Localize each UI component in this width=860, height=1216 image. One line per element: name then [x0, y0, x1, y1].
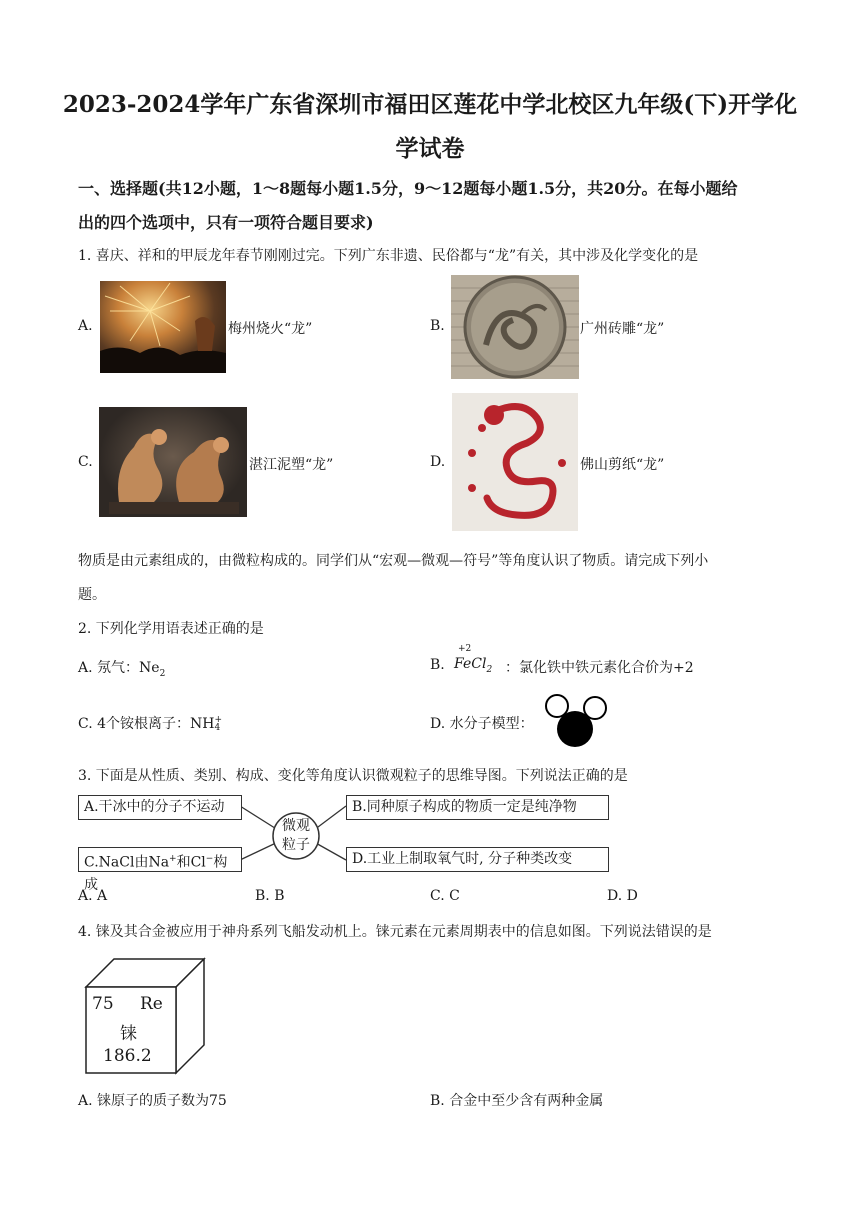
box-c-charge-2: −: [205, 854, 214, 864]
q1-stem: 1. 喜庆、祥和的甲辰龙年春节刚刚过完。下列广东非遗、民俗都与“龙”有关，其中涉及化学变化的是: [78, 248, 699, 264]
q2-option-a-text: 氖气：Ne: [97, 660, 160, 676]
q3-answer-a: A. A: [78, 888, 108, 904]
mind-map-center: [280, 817, 312, 855]
element-number: 75: [92, 994, 114, 1014]
fire-dragon-photo: [100, 281, 226, 373]
box-c-text-2: 和Cl: [176, 854, 206, 871]
mind-map-center-line2: 粒子: [282, 837, 310, 853]
page-title-line1: 2023-2024学年广东省深圳市福田区莲花中学北校区九年级(下)开学化: [62, 91, 798, 118]
q1-option-c-letter: C.: [78, 454, 93, 470]
mind-map-box-d: D.工业上制取氧气时, 分子种类改变: [346, 847, 609, 872]
mind-map-center-line1: 微观: [282, 818, 310, 834]
intro-line2: 题。: [78, 587, 106, 603]
q2-option-b-formula: [454, 644, 508, 680]
q1-option-c-text: 湛江泥塑“龙”: [249, 457, 334, 473]
q2-option-b-subscript: 2: [486, 664, 493, 675]
page-title-line2: 学试卷: [395, 135, 465, 162]
q1-option-b-letter: B.: [430, 318, 445, 334]
q2-option-b-formula-text: FeCl: [454, 656, 487, 672]
q3-answer-d: D. D: [607, 888, 638, 904]
q3-answer-c: C. C: [430, 888, 460, 904]
q2-stem: 2. 下列化学用语表述正确的是: [78, 621, 264, 637]
mind-map-box-b: B.同种原子构成的物质一定是纯净物: [346, 795, 609, 820]
q3-answer-b: B. B: [255, 888, 285, 904]
q2-option-c-subscript: 4: [214, 723, 221, 733]
q4-option-b: B. 合金中至少含有两种金属: [430, 1093, 604, 1109]
q2-option-b-letter: B.: [430, 657, 445, 673]
q2-option-d-letter: D.: [430, 716, 446, 732]
clay-dragon-photo: [99, 407, 247, 517]
paper-cut-dragon-image: [452, 393, 578, 531]
mind-map-box-a: A.干冰中的分子不运动: [78, 795, 242, 820]
intro-line1: 物质是由元素组成的，由微粒构成的。同学们从“宏观—微观—符号”等角度认识了物质。请完成下列小: [78, 553, 709, 569]
q4-stem: 4. 铼及其合金被应用于神舟系列飞船发动机上。铼元素在元素周期表中的信息如图。下列说法错误的是: [78, 924, 712, 940]
box-c-text-3: 构成: [84, 854, 228, 893]
brick-carving-photo: [451, 275, 579, 379]
q2-option-a-letter: A.: [78, 660, 93, 676]
q1-option-a-letter: A.: [78, 318, 93, 334]
q1-option-b-text: 广州砖雕“龙”: [580, 321, 665, 337]
q2-option-b-text: ：氯化铁中铁元素化合价为+2: [505, 660, 694, 676]
element-mass: 186.2: [103, 1046, 152, 1066]
section-header-line2: 出的四个选项中，只有一项符合题目要求): [78, 213, 374, 232]
q2-option-a-subscript: 2: [159, 668, 166, 679]
q2-option-a: [78, 657, 165, 679]
box-c-charge-1: +: [169, 854, 177, 864]
water-molecule-model-icon: [543, 693, 611, 749]
q2-option-b-valence: +2: [458, 644, 472, 654]
q2-option-d-text: 水分子模型：: [449, 716, 534, 732]
element-name: 铼: [120, 1024, 137, 1044]
q4-option-a: A. 铼原子的质子数为75: [78, 1093, 227, 1109]
q2-option-c-text: 4个铵根离子：NH: [97, 716, 215, 732]
q2-option-c-letter: C.: [78, 716, 93, 732]
q1-option-d-text: 佛山剪纸“龙”: [580, 457, 665, 473]
q3-stem: 3. 下面是从性质、类别、构成、变化等角度认识微观粒子的思维导图。下列说法正确的是: [78, 768, 628, 784]
section-header-line1: 一、选择题(共12小题，1～8题每小题1.5分，9～12题每小题1.5分，共20分。在每小题给: [78, 179, 738, 198]
q1-option-d-letter: D.: [430, 454, 446, 470]
q2-option-c: [78, 713, 222, 733]
q2-option-d: [430, 713, 534, 733]
element-symbol: Re: [140, 994, 163, 1014]
mind-map-box-c: [78, 847, 242, 893]
box-c-text-1: C.NaCl由Na: [84, 854, 170, 871]
q1-option-a-text: 梅州烧火“龙”: [228, 321, 313, 337]
q2-option-c-charge: +: [214, 715, 223, 725]
